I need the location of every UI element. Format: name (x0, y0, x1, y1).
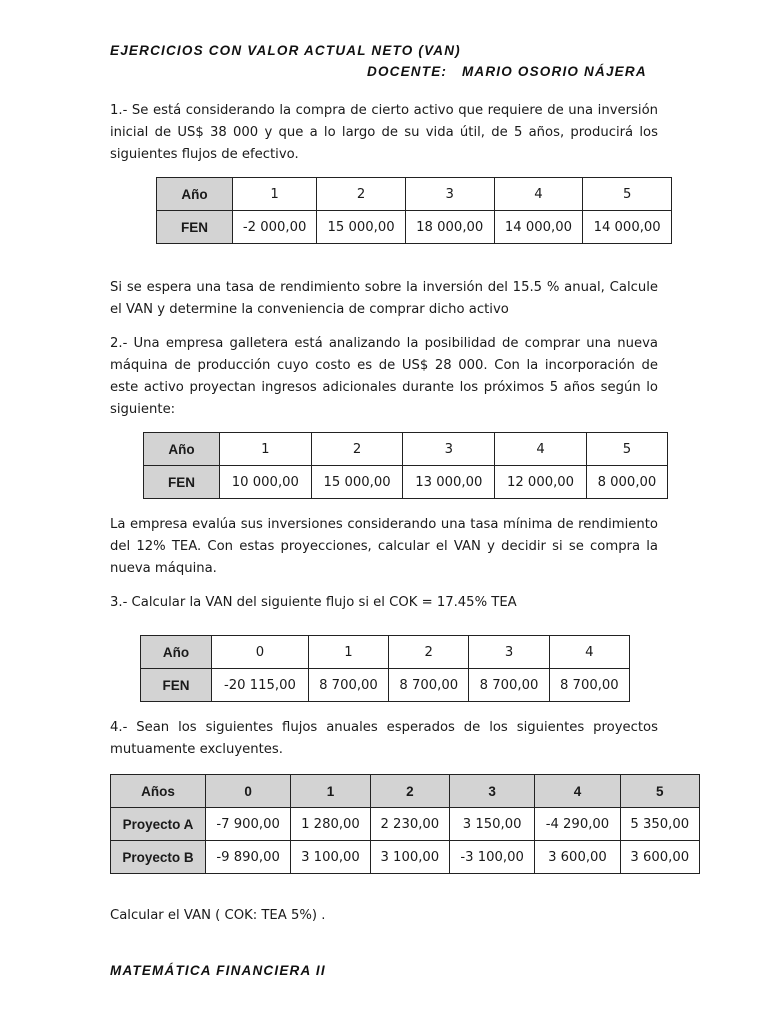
year-row (157, 178, 672, 211)
exercise-4-statement: 4.- Sean los siguientes flujos anuales esperados de los siguientes proyectos mutuamente excluyentes. (110, 720, 658, 757)
fen-cell: 15 000,00 (311, 466, 403, 499)
year-cell: 1 (291, 775, 370, 808)
fen-header-cell: FEN (141, 669, 212, 702)
fen-cell: 14 000,00 (583, 211, 672, 244)
year-cell: 5 (620, 775, 699, 808)
year-row (141, 636, 630, 669)
project-a-row (111, 808, 700, 841)
project-b-row (111, 841, 700, 874)
year-cell: 3 (469, 636, 549, 669)
fen-row (144, 466, 668, 499)
fen-cell: 8 700,00 (389, 669, 469, 702)
exercise-4-question: Calcular el VAN ( COK: TEA 5%) . (110, 908, 326, 923)
year-cell: 0 (206, 775, 291, 808)
year-row (144, 433, 668, 466)
project-a-label: Proyecto A (111, 808, 206, 841)
fen-row (141, 669, 630, 702)
cashflow-cell: 1 280,00 (291, 808, 370, 841)
cashflow-cell: 3 100,00 (291, 841, 370, 874)
year-cell: 4 (495, 433, 587, 466)
year-cell: 2 (370, 775, 449, 808)
year-header-cell: Año (144, 433, 220, 466)
year-cell: 3 (450, 775, 535, 808)
exercise-3-cashflow-table (140, 635, 630, 702)
fen-cell: 10 000,00 (220, 466, 312, 499)
year-cell: 4 (535, 775, 620, 808)
fen-cell: 15 000,00 (317, 211, 406, 244)
cashflow-cell: 3 100,00 (370, 841, 449, 874)
year-cell: 5 (583, 178, 672, 211)
cashflow-cell: -7 900,00 (206, 808, 291, 841)
cashflow-cell: -9 890,00 (206, 841, 291, 874)
year-cell: 2 (311, 433, 403, 466)
cashflow-cell: 5 350,00 (620, 808, 699, 841)
cashflow-cell: 2 230,00 (370, 808, 449, 841)
fen-cell: 13 000,00 (403, 466, 495, 499)
fen-header-cell: FEN (157, 211, 233, 244)
fen-cell: 12 000,00 (495, 466, 587, 499)
exercise-2-statement: 2.- Una empresa galletera está analizando la posibilidad de comprar una nueva máquina de producción cuyo costo es de US$ 28 000. Con la incorporación de este activo proyectan ingresos adicionales durante los próximos 5 años según lo siguiente: (110, 336, 658, 417)
exercise-1-cashflow-table (156, 177, 672, 244)
fen-cell: 8 000,00 (586, 466, 667, 499)
year-cell: 4 (549, 636, 629, 669)
cashflow-cell: 3 150,00 (450, 808, 535, 841)
exercise-4-projects-table (110, 774, 700, 874)
exercise-3-statement: 3.- Calcular la VAN del siguiente flujo si el COK = 17.45% TEA (110, 595, 517, 610)
year-header-cell: Año (157, 178, 233, 211)
exercise-2-question: La empresa evalúa sus inversiones considerando una tasa mínima de rendimiento del 12% TEA. Con estas proyecciones, calcular el VAN y decidir si se compra la nueva máquina. (110, 517, 658, 576)
project-b-label: Proyecto B (111, 841, 206, 874)
year-cell: 5 (586, 433, 667, 466)
year-cell: 3 (405, 178, 494, 211)
document-title: EJERCICIOS CON VALOR ACTUAL NETO (VAN) (110, 43, 461, 58)
year-cell: 3 (403, 433, 495, 466)
year-cell: 1 (220, 433, 312, 466)
cashflow-cell: 3 600,00 (535, 841, 620, 874)
fen-cell: 8 700,00 (549, 669, 629, 702)
year-cell: 1 (308, 636, 388, 669)
year-header-cell: Año (141, 636, 212, 669)
exercise-1-statement: 1.- Se está considerando la compra de cierto activo que requiere de una inversión inicial de US$ 38 000 y que a lo largo de su vida útil, de 5 años, producirá los siguientes flujos de efectivo. (110, 103, 658, 162)
fen-cell: -2 000,00 (233, 211, 317, 244)
fen-cell: 8 700,00 (308, 669, 388, 702)
fen-cell: 8 700,00 (469, 669, 549, 702)
fen-cell: 18 000,00 (405, 211, 494, 244)
teacher-name: DOCENTE: MARIO OSORIO NÁJERA (367, 64, 647, 79)
year-cell: 2 (389, 636, 469, 669)
cashflow-cell: -3 100,00 (450, 841, 535, 874)
year-cell: 4 (494, 178, 583, 211)
cashflow-cell: -4 290,00 (535, 808, 620, 841)
year-cell: 2 (317, 178, 406, 211)
cashflow-cell: 3 600,00 (620, 841, 699, 874)
fen-row (157, 211, 672, 244)
exercise-1-question: Si se espera una tasa de rendimiento sobre la inversión del 15.5 % anual, Calcule el VAN y determine la conveniencia de comprar dicho activo (110, 280, 658, 317)
year-row (111, 775, 700, 808)
fen-cell: -20 115,00 (212, 669, 309, 702)
exercise-2-cashflow-table (143, 432, 668, 499)
course-footer: MATEMÁTICA FINANCIERA II (110, 963, 326, 978)
fen-header-cell: FEN (144, 466, 220, 499)
year-cell: 0 (212, 636, 309, 669)
years-header-cell: Años (111, 775, 206, 808)
fen-cell: 14 000,00 (494, 211, 583, 244)
year-cell: 1 (233, 178, 317, 211)
